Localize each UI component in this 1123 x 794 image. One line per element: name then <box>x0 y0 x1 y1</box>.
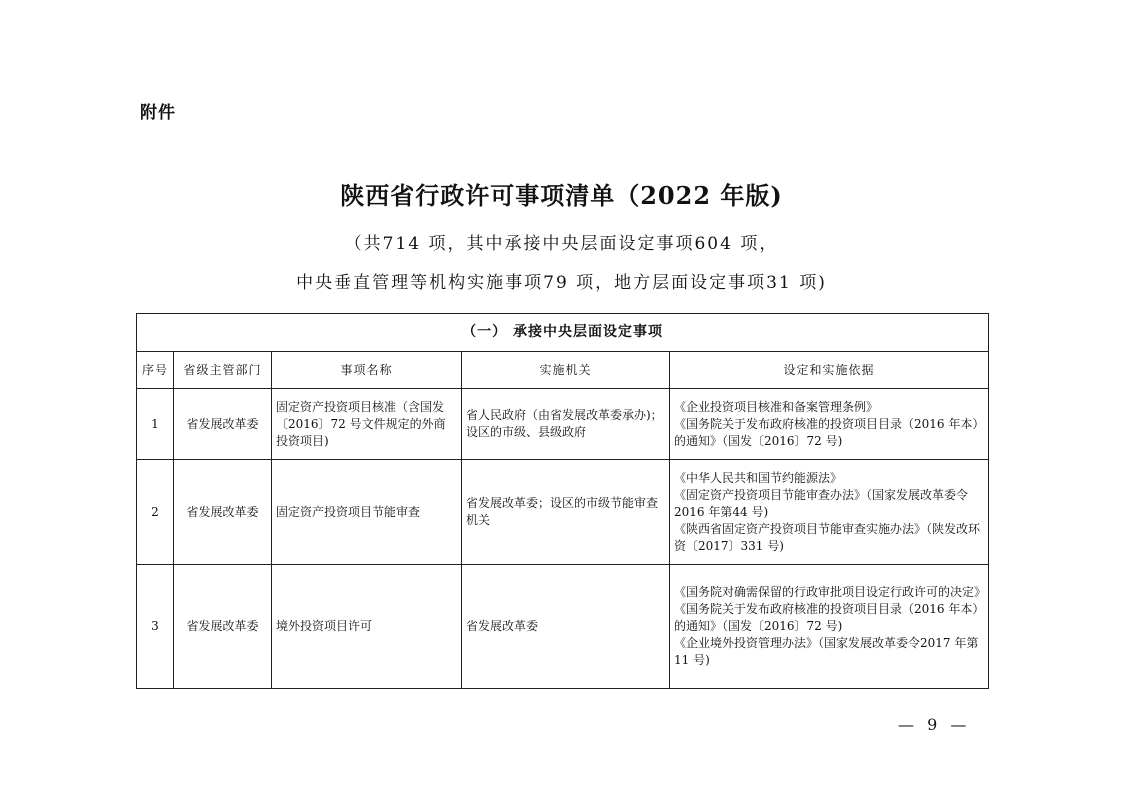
cell-item-name: 境外投资项目许可 <box>272 565 462 689</box>
section-title: （一） 承接中央层面设定事项 <box>137 314 989 352</box>
cell-department: 省发展改革委 <box>174 565 272 689</box>
cell-basis <box>670 389 989 460</box>
document-subtitle-line-2: 中央垂直管理等机构实施事项79 项，地方层面设定事项31 项) <box>296 273 827 293</box>
cell-agency: 省人民政府（由省发展改革委承办)；设区的市级、县级政府 <box>462 389 670 460</box>
cell-seq: 3 <box>137 565 174 689</box>
table-header-row <box>137 352 989 389</box>
cell-item-name: 固定资产投资项目节能审查 <box>272 460 462 565</box>
permit-items-table <box>136 313 989 689</box>
cell-agency: 省发展改革委；设区的市级节能审查机关 <box>462 460 670 565</box>
cell-department: 省发展改革委 <box>174 460 272 565</box>
attachment-label: 附件 <box>140 103 176 123</box>
cell-basis <box>670 565 989 689</box>
basis-line: 《国务院对确需保留的行政审批项目设定行政许可的决定》 <box>674 585 987 599</box>
header-seq: 序号 <box>137 352 174 389</box>
basis-line: 《国务院关于发布政府核准的投资项目目录（2016 年本）的通知》（国发〔2016〕72 号) <box>674 416 979 448</box>
basis-line: 《企业境外投资管理办法》（国家发展改革委令2017 年第11 号) <box>674 636 979 667</box>
table-row <box>137 565 989 689</box>
page-number: — 9 — <box>898 715 971 734</box>
cell-seq: 1 <box>137 389 174 460</box>
cell-seq: 2 <box>137 460 174 565</box>
table-row <box>137 389 989 460</box>
table-row <box>137 460 989 565</box>
basis-line: 《陕西省固定资产投资项目节能审查实施办法》（陕发改环资〔2017〕331 号) <box>674 521 981 553</box>
header-basis: 设定和实施依据 <box>670 352 989 389</box>
cell-agency: 省发展改革委 <box>462 565 670 689</box>
document-subtitle-line-1: （共714 项，其中承接中央层面设定事项604 项， <box>344 234 779 254</box>
header-agency: 实施机关 <box>462 352 670 389</box>
cell-item-name: 固定资产投资项目核准（含国发〔2016〕72 号文件规定的外商投资项目) <box>272 389 462 460</box>
basis-line: 《固定资产投资项目节能审查办法》（国家发展改革委令2016 年第44 号) <box>674 487 969 519</box>
section-row <box>137 314 989 352</box>
cell-department: 省发展改革委 <box>174 389 272 460</box>
header-department: 省级主管部门 <box>174 352 272 389</box>
header-item-name: 事项名称 <box>272 352 462 389</box>
basis-line: 《企业投资项目核准和备案管理条例》 <box>674 399 879 414</box>
basis-line: 《中华人民共和国节约能源法》 <box>674 470 843 485</box>
cell-basis <box>670 460 989 565</box>
document-title: 陕西省行政许可事项清单（2022 年版) <box>340 181 783 210</box>
basis-line: 《国务院关于发布政府核准的投资项目目录（2016 年本）的通知》（国发〔2016〕72 号) <box>674 602 979 633</box>
